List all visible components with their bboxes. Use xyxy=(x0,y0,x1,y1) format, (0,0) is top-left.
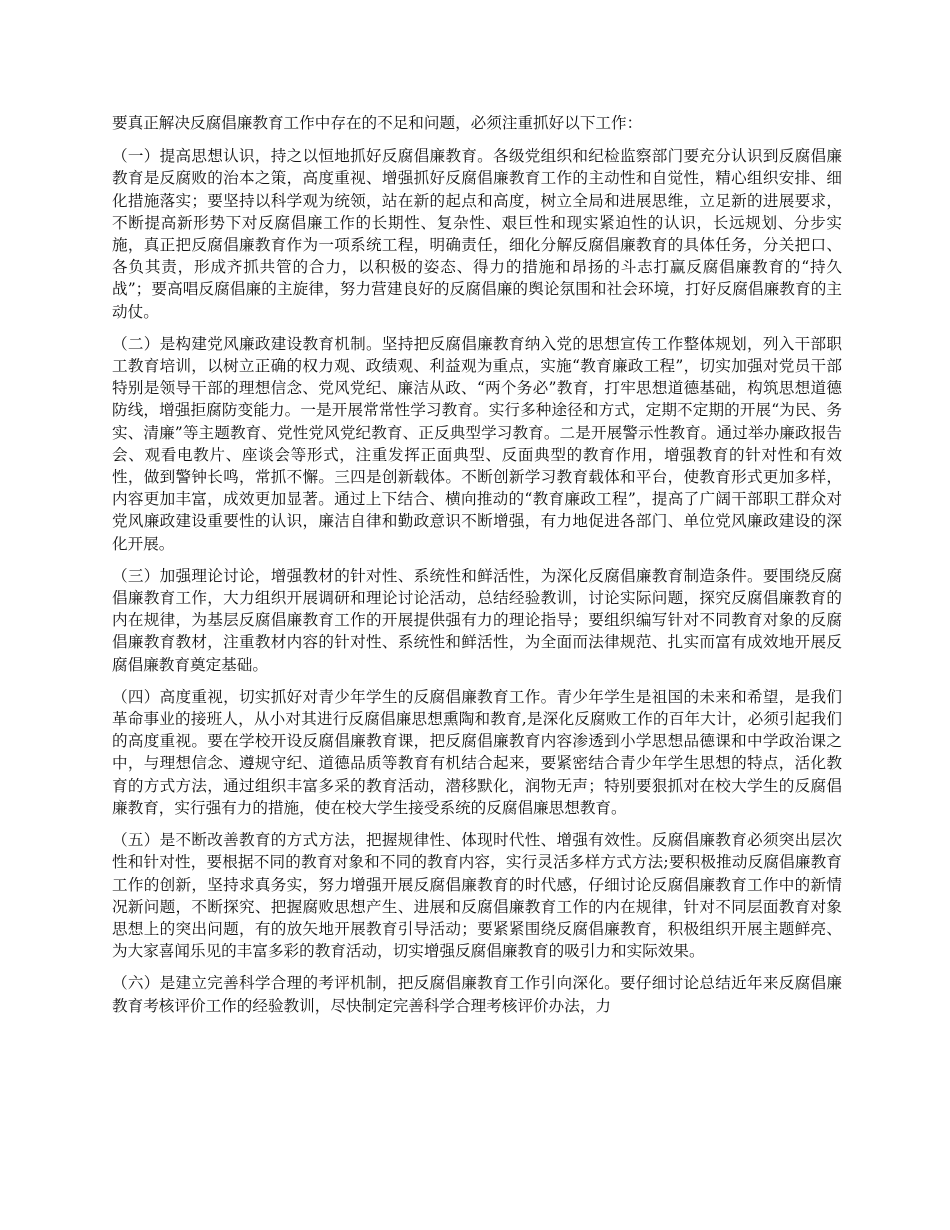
document-body xyxy=(112,112,842,1027)
paragraph-1: （一）提高思想认识，持之以恒地抓好反腐倡廉教育。各级党组织和纪检监察部门要充分认识到反腐倡廉教育是反腐败的治本之策，高度重视、增强抓好反腐倡廉教育工作的主动性和自觉性，精心组织安排、细化措施落实；要坚持以科学观为统领，站在新的起点和高度，树立全局和进展思维，立足新的进展要求，不断提高新形势下对反腐倡廉工作的长期性、复杂性、艰巨性和现实紧迫性的认识，长远规划、分步实施，真正把反腐倡廉教育作为一项系统工程，明确责任，细化分解反腐倡廉教育的具体任务，分关把口、各负其责，形成齐抓共管的合力，以积极的姿态、得力的措施和昂扬的斗志打赢反腐倡廉教育的“持久战”；要高唱反腐倡廉的主旋律，努力营建良好的反腐倡廉的舆论氛围和社会环境，打好反腐倡廉教育的主动仗。 xyxy=(112,147,842,321)
paragraph-6: （六）是建立完善科学合理的考评机制，把反腐倡廉教育工作引向深化。要仔细讨论总结近年来反腐倡廉教育考核评价工作的经验教训，尽快制定完善科学合理考核评价办法，力 xyxy=(112,974,842,1015)
paragraph-5: （五）是不断改善教育的方式方法，把握规律性、体现时代性、增强有效性。反腐倡廉教育必须突出层次性和针对性，要根据不同的教育对象和不同的教育内容，实行灵活多样方式方法;要积极推动反腐倡廉教育工作的创新，坚持求真务实，努力增强开展反腐倡廉教育的时代感，仔细讨论反腐倡廉教育工作中的新情况新问题，不断探究、把握腐败思想产生、进展和反腐倡廉教育工作的内在规律，针对不同层面教育对象思想上的突出问题，有的放矢地开展教育引导活动；要紧紧围绕反腐倡廉教育，积极组织开展主题鲜亮、为大家喜闻乐见的丰富多彩的教育活动，切实增强反腐倡廉教育的吸引力和实际效果。 xyxy=(112,831,842,961)
paragraph-4: （四）高度重视，切实抓好对青少年学生的反腐倡廉教育工作。青少年学生是祖国的未来和希望，是我们革命事业的接班人，从小对其进行反腐倡廉思想熏陶和教育,是深化反腐败工作的百年大计，必须引起我们的高度重视。要在学校开设反腐倡廉教育课，把反腐倡廉教育内容渗透到小学思想品德课和中学政治课之中，与理想信念、遵规守纪、道德品质等教育有机结合起来，要紧密结合青少年学生思想的特点，活化教育的方式方法，通过组织丰富多采的教育活动，潜移默化，润物无声；特别要狠抓对在校大学生的反腐倡廉教育，实行强有力的措施，使在校大学生接受系统的反腐倡廉思想教育。 xyxy=(112,687,842,817)
intro-paragraph: 要真正解决反腐倡廉教育工作中存在的不足和问题，必须注重抓好以下工作： xyxy=(112,114,643,132)
paragraph-2: （二）是构建党风廉政建设教育机制。坚持把反腐倡廉教育纳入党的思想宣传工作整体规划，列入干部职工教育培训，以树立正确的权力观、政绩观、利益观为重点，实施“教育廉政工程”，切实加强对党员干部特别是领导干部的理想信念、党风党纪、廉洁从政、“两个务必”教育，打牢思想道德基础，构筑思想道德防线，增强拒腐防变能力。一是开展常常性学习教育。实行多种途径和方式，定期不定期的开展“为民、务实、清廉”等主题教育、党性党风党纪教育、正反典型学习教育。二是开展警示性教育。通过举办廉政报告会、观看电教片、座谈会等形式，注重发挥正面典型、反面典型的教育作用，增强教育的针对性和有效性，做到警钟长鸣，常抓不懈。三四是创新载体。不断创新学习教育载体和平台，使教育形式更加多样，内容更加丰富，成效更加显著。通过上下结合、横向推动的“教育廉政工程”，提高了广阔干部职工群众对党风廉政建设重要性的认识，廉洁自律和勤政意识不断增强，有力地促进各部门、单位党风廉政建设的深化开展。 xyxy=(112,334,842,553)
paragraph-3: （三）加强理论讨论，增强教材的针对性、系统性和鲜活性，为深化反腐倡廉教育制造条件。要围绕反腐倡廉教育工作，大力组织开展调研和理论讨论活动，总结经验教训，讨论实际问题，探究反腐倡廉教育的内在规律，为基层反腐倡廉教育工作的开展提供强有力的理论指导；要组织编写针对不同教育对象的反腐倡廉教育教材，注重教材内容的针对性、系统性和鲜活性，为全面而法律规范、扎实而富有成效地开展反腐倡廉教育奠定基础。 xyxy=(112,566,842,674)
